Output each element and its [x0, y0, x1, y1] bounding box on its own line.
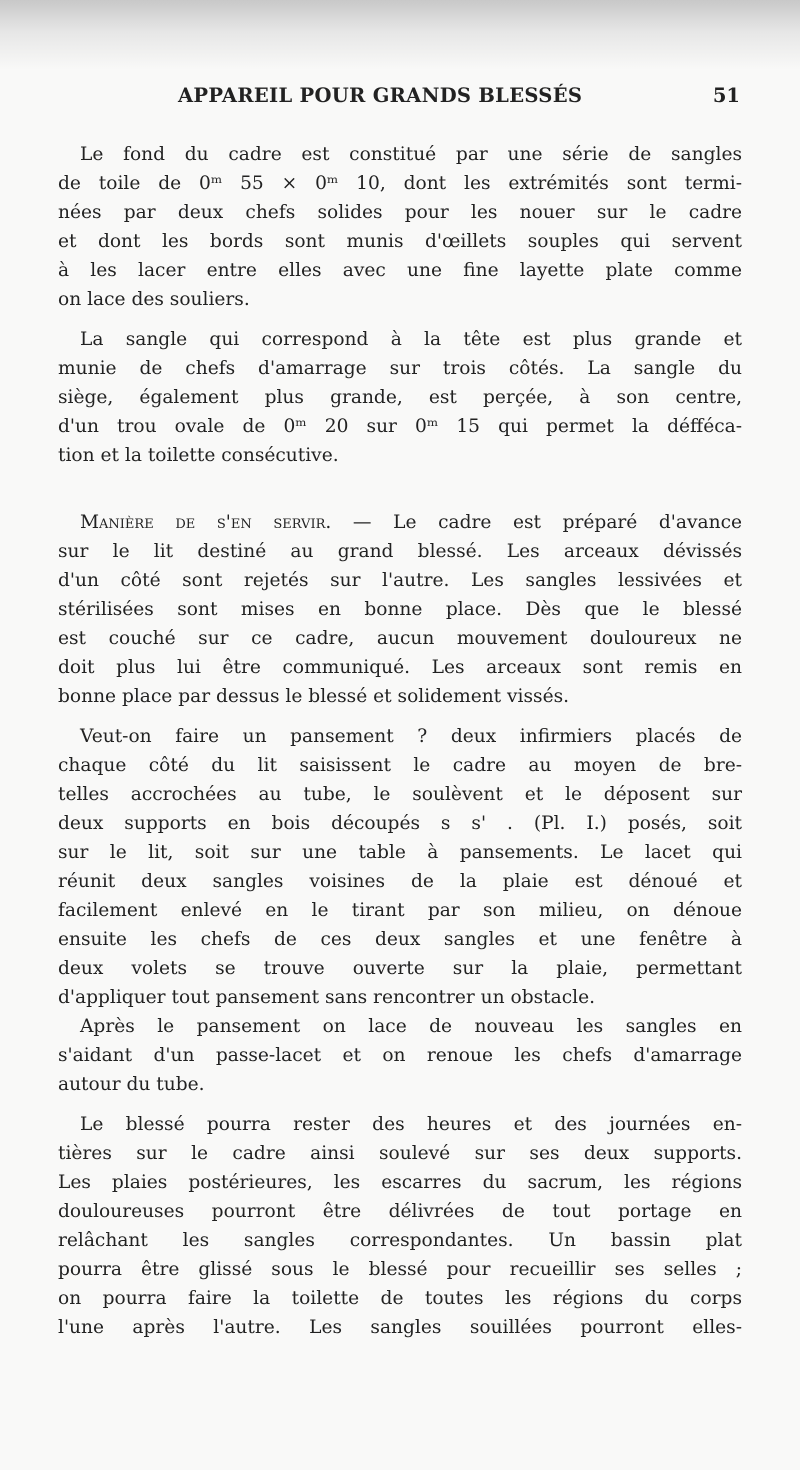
- text-line: l'une après l'autre. Les sangles souillées pourront elles-: [58, 1317, 742, 1338]
- text-line: La sangle qui correspond à la tête est plus grande et: [80, 329, 742, 350]
- text-line: s'aidant d'un passe-lacet et on renoue les chefs d'amarrage: [58, 1045, 742, 1066]
- text-line: est couché sur ce cadre, aucun mouvement douloureux ne: [58, 628, 742, 649]
- text-line: bonne place par dessus le blessé et solidement vissés.: [58, 686, 570, 707]
- text-run: — Le cadre est préparé d'avance: [331, 512, 742, 533]
- running-title: APPAREIL POUR GRANDS BLESSÉS: [178, 84, 583, 107]
- text-line: ensuite les chefs de ces deux sangles et une fenêtre à: [58, 929, 742, 950]
- text-line: Veut-on faire un pansement ? deux infirmiers placés de: [80, 726, 742, 747]
- text-line: munie de chefs d'amarrage sur trois côtés. La sangle du: [58, 358, 742, 379]
- scan-edge-shadow: [0, 0, 800, 70]
- text-line: autour du tube.: [58, 1074, 205, 1095]
- text-line: tières sur le cadre ainsi soulevé sur ses deux supports.: [58, 1143, 742, 1164]
- text-line: d'un côté sont rejetés sur l'autre. Les sangles lessivées et: [58, 570, 742, 591]
- text-line: tion et la toilette consécutive.: [58, 445, 339, 466]
- text-line: stérilisées sont mises en bonne place. Dès que le blessé: [58, 599, 742, 620]
- text-line: d'appliquer tout pansement sans rencontrer un obstacle.: [58, 987, 596, 1008]
- text-line: telles accrochées au tube, le soulèvent et le déposent sur: [58, 784, 742, 805]
- text-line: et dont les bords sont munis d'œillets souples qui servent: [58, 231, 742, 252]
- text-line: Après le pansement on lace de nouveau les sangles en: [80, 1016, 742, 1037]
- text-line: deux volets se trouve ouverte sur la plaie, permettant: [58, 958, 742, 979]
- text-line: Les plaies postérieures, les escarres du sacrum, les régions: [58, 1172, 742, 1193]
- text-line: d'un trou ovale de 0ᵐ 20 sur 0ᵐ 15 qui permet la défféca-: [58, 416, 742, 437]
- text-line: réunit deux sangles voisines de la plaie est dénoué et: [58, 871, 742, 892]
- section-heading: Manière de s'en servir.: [80, 512, 332, 533]
- text-line: on pourra faire la toilette de toutes les régions du corps: [58, 1288, 742, 1309]
- text-line: on lace des souliers.: [58, 289, 250, 310]
- paragraph: [58, 1110, 742, 1342]
- text-line: Le blessé pourra rester des heures et des journées en-: [80, 1114, 742, 1135]
- text-line: chaque côté du lit saisissent le cadre au moyen de bre-: [58, 755, 742, 776]
- paragraph: [58, 1012, 742, 1099]
- text-line: siège, également plus grande, est perçée, à son centre,: [58, 387, 742, 408]
- text-line: de toile de 0ᵐ 55 × 0ᵐ 10, dont les extrémités sont termi-: [58, 173, 742, 194]
- paragraph: [58, 508, 742, 711]
- text-line: Le fond du cadre est constitué par une série de sangles: [80, 144, 742, 165]
- page-number: 51: [712, 84, 740, 107]
- text-line: facilement enlevé en le tirant par son milieu, on dénoue: [58, 900, 742, 921]
- text-line: sur le lit, soit sur une table à pansements. Le lacet qui: [58, 842, 742, 863]
- text-line: sur le lit destiné au grand blessé. Les arceaux dévissés: [58, 541, 742, 562]
- text-line: doit plus lui être communiqué. Les arceaux sont remis en: [58, 657, 742, 678]
- page-body: [58, 140, 742, 1342]
- page-header: [0, 84, 800, 114]
- text-line: douloureuses pourront être délivrées de tout portage en: [58, 1201, 742, 1222]
- paragraph: [58, 722, 742, 1012]
- text-line: [58, 508, 742, 537]
- paragraph: [58, 140, 742, 314]
- text-line: à les lacer entre elles avec une fine layette plate comme: [58, 260, 742, 281]
- text-line: deux supports en bois découpés s s' . (Pl. I.) posés, soit: [58, 813, 742, 834]
- text-line: relâchant les sangles correspondantes. Un bassin plat: [58, 1230, 742, 1251]
- text-line: nées par deux chefs solides pour les nouer sur le cadre: [58, 202, 742, 223]
- text-line: pourra être glissé sous le blessé pour recueillir ses selles ;: [58, 1259, 742, 1280]
- paragraph: [58, 325, 742, 470]
